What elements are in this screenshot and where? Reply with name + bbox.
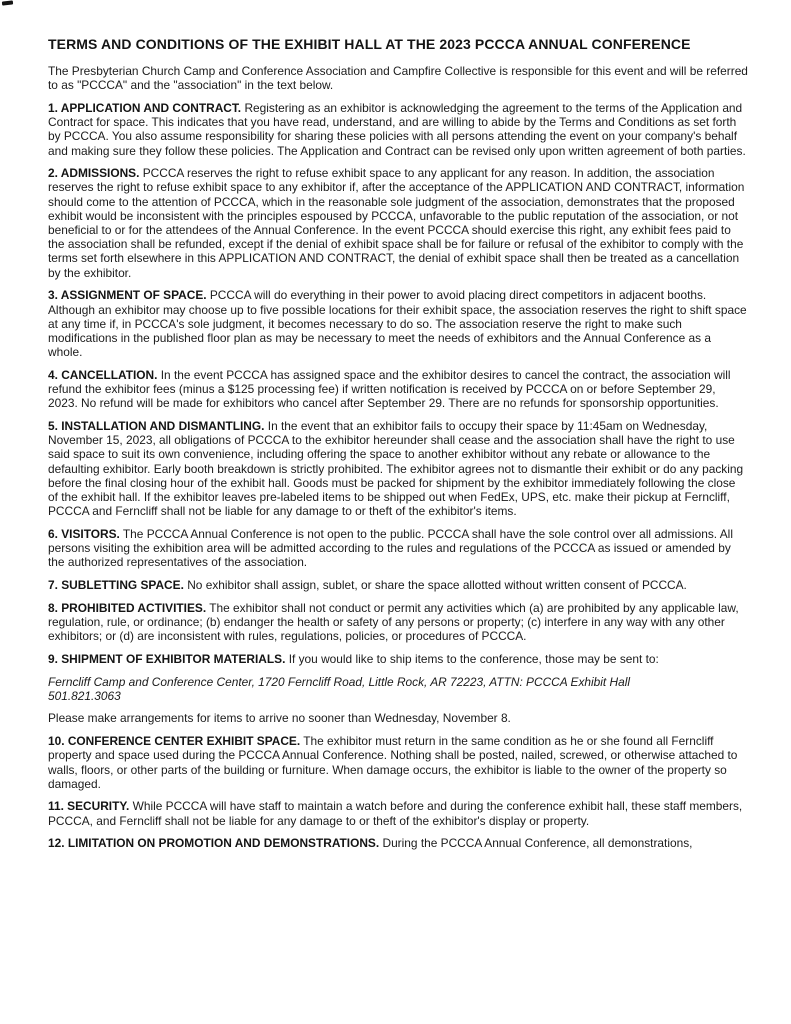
intro-paragraph: The Presbyterian Church Camp and Conference Association and Campfire Collective is responsible for this event and will be referred to as "PCCCA" and the "association" in the text below.	[48, 64, 748, 93]
section-heading: 12. LIMITATION ON PROMOTION AND DEMONSTRATIONS.	[48, 836, 380, 851]
section-subletting-space	[48, 578, 748, 592]
section-body: In the event PCCCA has assigned space and the exhibitor desires to cancel the contract, the association will refund the exhibitor fees (minus a $125 processing fee) if written notification is received by PCCCA on or before September 29, 2023. No refund will be made for exhibitors who cancel after September 29. There are no refunds for sponsorship opportunities.	[48, 367, 731, 411]
section-conference-center-exhibit-space	[48, 734, 748, 791]
section-heading: 3. ASSIGNMENT OF SPACE.	[48, 288, 207, 303]
section-heading: 1. APPLICATION AND CONTRACT.	[48, 100, 242, 115]
section-body: PCCCA reserves the right to refuse exhibit space to any applicant for any reason. In addition, the association reserves the right to refuse exhibit space to any exhibitor if, after the acceptance of the APPLICATION AND CONTRACT, information should come to the attention of PCCCA, which in the reasonable sole judgment of the association, demonstrates that the proposed exhibit would be inconsistent with the principles espoused by PCCCA, unfavorable to the public reputation of the association, or not beneficial to or for the attendees of the Annual Conference. In the event PCCCA should exercise this right, any exhibit fees paid to the association shall be refunded, except if the denial of exhibit space shall be for failure or refusal of the exhibitor to comply with the terms set forth elsewhere in this APPLICATION AND CONTRACT, the denial of exhibit space shall then be treated as a cancellation by the exhibitor.	[48, 166, 745, 280]
section-heading: 2. ADMISSIONS.	[48, 166, 140, 181]
document-title: TERMS AND CONDITIONS OF THE EXHIBIT HALL AT THE 2023 PCCCA ANNUAL CONFERENCE	[48, 36, 691, 52]
section-application-and-contract	[48, 101, 748, 158]
section-assignment-of-space	[48, 288, 748, 359]
section-body: The exhibitor must return in the same condition as he or she found all Ferncliff property and space used during the PCCCA Annual Conference. Nothing shall be posted, nailed, screwed, or otherwise attached to walls, floors, or other parts of the building or furniture. When damage occurs, the exhibitor is liable to the owner of the property so damaged.	[48, 734, 738, 791]
section-body: In the event that an exhibitor fails to occupy their space by 11:45am on Wednesday, November 15, 2023, all obligations of PCCCA to the exhibitor hereunder shall cease and the association shall have the right to use said space to suit its own convenience, including offering the space to another exhibitor without any rebate or allowance to the defaulting exhibitor. Early booth breakdown is strictly prohibited. The exhibitor agrees not to dismantle their exhibit or do any packing before the final closing hour of the exhibit hall. Goods must be packed for shipment by the exhibitor immediately following the close of the exhibit hall. If the exhibitor leaves pre-labeled items to be shipped out when FedEx, UPS, etc. make their pickup at Ferncliff, PCCCA and Ferncliff shall not be liable for any damage to or theft of the exhibitor's items.	[48, 418, 744, 519]
arrival-note: Please make arrangements for items to arrive no sooner than Wednesday, November 8.	[48, 711, 511, 726]
section-body: Registering as an exhibitor is acknowledging the agreement to the terms of the Application and Contract for space. This indicates that you have read, understand, and are willing to abide by the Terms and Conditions as set forth by PCCCA. You also assume responsibility for sharing these policies with all persons attending the event on your company's behalf and making sure they follow these policies. The Application and Contract can be revised only upon written agreement of both parties.	[48, 100, 746, 158]
section-heading: 8. PROHIBITED ACTIVITIES.	[48, 600, 207, 615]
section-visitors	[48, 527, 748, 570]
section-installation-and-dismantling	[48, 419, 748, 518]
section-heading: 4. CANCELLATION.	[48, 367, 158, 382]
section-heading: 5. INSTALLATION AND DISMANTLING.	[48, 418, 265, 433]
section-body: The PCCCA Annual Conference is not open to the public. PCCCA shall have the sole control over all admissions. All persons visiting the exhibition area will be admitted according to the rules and regulations of the PCCCA as issued or amended by the authorized representatives of the association.	[48, 526, 733, 570]
section-prohibited-activities	[48, 601, 748, 644]
section-admissions	[48, 166, 748, 280]
section-body: During the PCCCA Annual Conference, all demonstrations,	[382, 836, 693, 851]
section-body: The exhibitor shall not conduct or permit any activities which (a) are prohibited by any applicable law, regulation, rule, or ordinance; (b) endanger the health or safety of any persons or property; (c) interfere in any way with any other exhibitors; or (d) are inconsistent with rules, regulations, policies, or procedures of PCCCA.	[48, 600, 739, 644]
section-heading: 10. CONFERENCE CENTER EXHIBIT SPACE.	[48, 734, 301, 749]
section-heading: 11. SECURITY.	[48, 799, 130, 814]
section-heading: 9. SHIPMENT OF EXHIBITOR MATERIALS.	[48, 651, 286, 666]
section-body: No exhibitor shall assign, sublet, or share the space allotted without written consent of PCCCA.	[187, 578, 687, 592]
section-heading: 6. VISITORS.	[48, 526, 120, 541]
address-line-1: Ferncliff Camp and Conference Center, 1720 Ferncliff Road, Little Rock, AR 72223, ATTN: PCCCA Exhibit Hall	[48, 674, 631, 689]
section-shipment-of-materials	[48, 652, 748, 666]
section-heading: 7. SUBLETTING SPACE.	[48, 578, 184, 592]
address-phone: 501.821.3063	[48, 688, 121, 703]
section-body: While PCCCA will have staff to maintain a watch before and during the conference exhibit hall, these staff members, PCCCA, and Ferncliff shall not be liable for any damage to or theft of the exhibitor's display or property.	[48, 799, 743, 828]
section-limitation-on-promotion	[48, 836, 748, 850]
section-body: If you would like to ship items to the conference, those may be sent to:	[288, 651, 659, 666]
section-security	[48, 799, 748, 827]
section-cancellation	[48, 368, 748, 411]
section-body: PCCCA will do everything in their power to avoid placing direct competitors in adjacent booths. Although an exhibitor may choose up to five possible locations for their exhibit space, the association reserves the right to shift space at any time if, in PCCCA's sole judgment, it becomes necessary to do so. The association reserve the right to make such modifications in the published floor plan as may be necessary to meet the needs of exhibitors and the Annual Conference as a whole.	[48, 288, 747, 360]
shipping-address	[48, 675, 748, 703]
